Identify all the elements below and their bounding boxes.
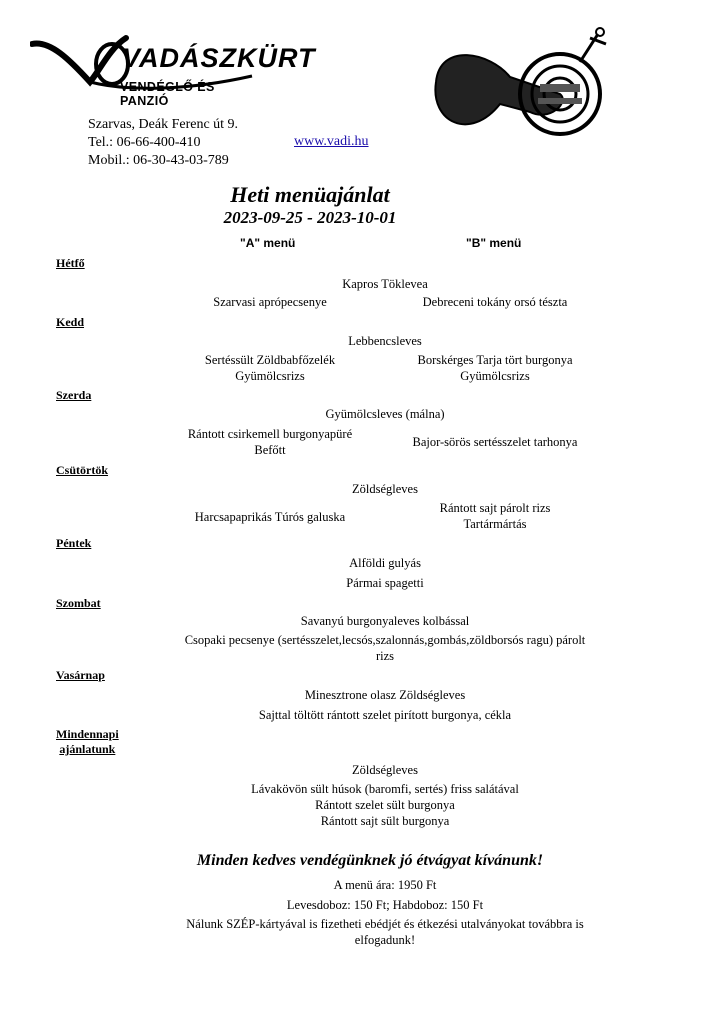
date-range: 2023-09-25 - 2023-10-01 <box>223 208 397 227</box>
daily-item-1: Lávakövön sült húsok (baromfi, sertés) friss salátával <box>251 782 519 796</box>
column-header-b: "B" menü <box>466 236 522 250</box>
wednesday-soup: Gyümölcsleves (málna) <box>325 407 445 421</box>
monday-menu-b: Debreceni tokány orsó tészta <box>422 295 568 309</box>
website-link[interactable]: www.vadi.hu <box>294 134 369 149</box>
address: Szarvas, Deák Ferenc út 9. <box>88 117 239 132</box>
saturday-main-line2: rizs <box>375 649 395 663</box>
sunday-soup: Minesztrone olasz Zöldségleves <box>304 688 466 702</box>
daily-items <box>150 781 620 829</box>
sunday-main: Sajttal töltött rántott szelet pirított burgonya, cékla <box>258 708 512 722</box>
daily-item-2: Rántott szelet sült burgonya <box>315 798 455 812</box>
tuesday-menu-b <box>390 352 600 384</box>
payment-note-line1: Nálunk SZÉP-kártyával is fizetheti ebédjét és étkezési utalványokat továbbra is <box>186 917 584 931</box>
mobile: Mobil.: 06-30-43-03-789 <box>88 153 229 168</box>
daily-offer-label-line1: Mindennapi <box>56 727 119 741</box>
day-label-friday: Péntek <box>56 536 92 550</box>
day-label-sunday: Vasárnap <box>56 668 105 682</box>
menu-price: A menü ára: 1950 Ft <box>333 878 437 892</box>
day-label-daily-offer <box>56 727 119 757</box>
wednesday-menu-a-line2: Befőtt <box>254 443 286 457</box>
contact-block <box>88 116 238 170</box>
tuesday-menu-b-line2: Gyümölcsrizs <box>460 369 530 383</box>
logo-wordmark: VADÁSZKÜRT <box>122 43 316 73</box>
french-horn-icon <box>430 22 620 152</box>
thursday-menu-b-line2: Tartármártás <box>463 517 527 531</box>
thursday-menu-b-line1: Rántott sajt párolt rizs <box>439 501 551 515</box>
day-label-thursday: Csütörtök <box>56 463 109 477</box>
saturday-soup: Savanyú burgonyaleves kolbással <box>300 614 470 628</box>
french-horn-illustration <box>430 22 620 152</box>
saturday-main-line1: Csopaki pecsenye (sertésszelet,lecsós,szalonnás,gombás,zöldborsós ragu) párolt <box>184 633 586 647</box>
daily-item-3: Rántott sajt sült burgonya <box>320 814 450 828</box>
tuesday-soup: Lebbencsleves <box>348 334 422 348</box>
telephone: Tel.: 06-66-400-410 <box>88 135 201 150</box>
day-label-wednesday: Szerda <box>56 388 92 402</box>
saturday-main <box>140 632 630 664</box>
day-label-saturday: Szombat <box>56 596 101 610</box>
day-label-monday: Hétfő <box>56 256 85 270</box>
thursday-menu-a: Harcsapaprikás Túrós galuska <box>194 510 346 524</box>
page-title: Heti menüajánlat <box>230 182 390 207</box>
wednesday-menu-a <box>160 426 380 458</box>
monday-menu-a: Szarvasi aprópecsenye <box>213 295 327 309</box>
logo <box>30 30 316 110</box>
tuesday-menu-b-line1: Borskérges Tarja tört burgonya <box>417 353 573 367</box>
thursday-menu-b <box>390 500 600 532</box>
tuesday-menu-a-line2: Gyümölcsrizs <box>235 369 305 383</box>
daily-offer-label-line2: ajánlatunk <box>59 742 116 756</box>
logo-subtitle: VENDÉGLŐ ÉS PANZIÓ <box>120 80 215 108</box>
tuesday-menu-a-line1: Sertéssült Zöldbabfőzelék <box>204 353 336 367</box>
day-label-tuesday: Kedd <box>56 315 85 329</box>
box-prices: Levesdoboz: 150 Ft; Habdoboz: 150 Ft <box>286 898 484 912</box>
column-header-a: "A" menü <box>240 236 296 250</box>
wednesday-menu-a-line1: Rántott csirkemell burgonyapüré <box>187 427 353 441</box>
wednesday-menu-b: Bajor-sörös sertésszelet tarhonya <box>412 435 578 449</box>
monday-soup: Kapros Töklevea <box>342 277 428 291</box>
payment-note-line2: elfogadunk! <box>354 933 416 947</box>
friday-main: Pármai spagetti <box>346 576 424 590</box>
tuesday-menu-a <box>160 352 380 384</box>
daily-soup: Zöldségleves <box>352 763 418 777</box>
friday-soup: Alföldi gulyás <box>349 556 421 570</box>
payment-note <box>130 916 640 948</box>
closing-greeting: Minden kedves vendégünknek jó étvágyat kívánunk! <box>196 852 544 869</box>
thursday-soup: Zöldségleves <box>352 482 418 496</box>
